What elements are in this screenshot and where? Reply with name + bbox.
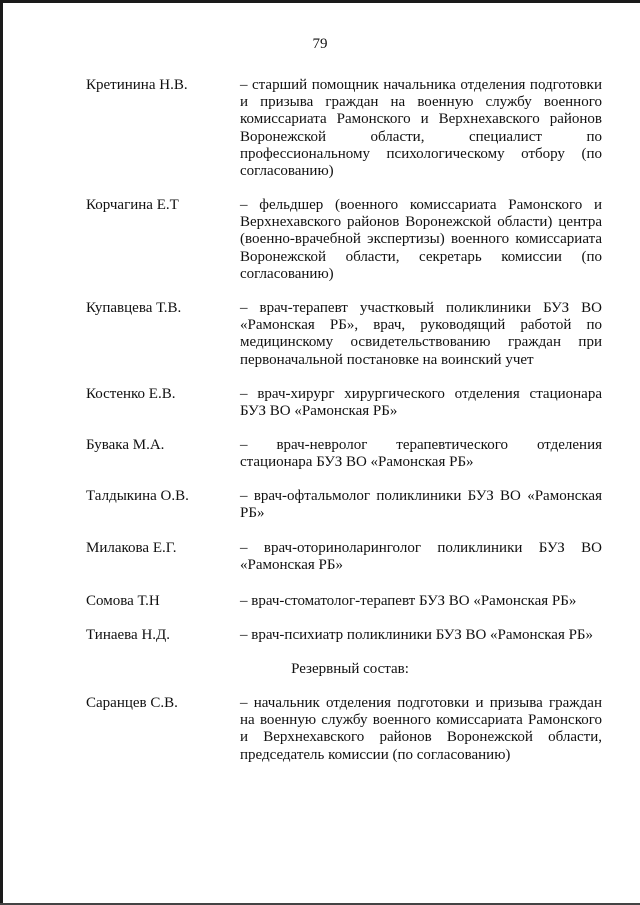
scan-edge-top [0,0,640,3]
member-name: Талдыкина О.В. [86,488,189,504]
member-description: – врач-психиатр поликлиники БУЗ ВО «Рамонская РБ» [240,627,594,643]
reserve-heading: Резервный состав: [291,661,409,677]
member-description: – начальник отделения подготовки и призыва граждан на военную службу военного комиссариата Рамонского и Верхнехавского районов Воронежской области, председатель комиссии (по согласованию) [240,695,602,763]
member-name: Костенко Е.В. [86,386,176,402]
member-name: Тинаева Н.Д. [86,627,171,643]
member-name: Купавцева Т.В. [86,300,182,316]
member-description: – фельдшер (военного комиссариата Рамонского и Верхнехавского районов Воронежской области) центра (военно-врачебной экспертизы) военного комиссариата Воронежской области, секретарь комиссии (по согласованию) [240,197,602,282]
scan-edge-left [0,0,3,905]
member-description: – врач-оториноларинголог поликлиники БУЗ ВО «Рамонская РБ» [240,540,602,574]
member-description: – врач-офтальмолог поликлиники БУЗ ВО «Рамонская РБ» [240,488,602,522]
member-description: – врач-хирург хирургического отделения стационара БУЗ ВО «Рамонская РБ» [240,386,602,420]
member-name: Кретинина Н.В. [86,77,188,93]
member-name: Бувака М.А. [86,437,165,453]
member-name: Корчагина Е.Т [86,197,179,213]
member-description: – врач-невролог терапевтического отделения стационара БУЗ ВО «Рамонская РБ» [240,437,602,471]
member-name: Милакова Е.Г. [86,540,177,556]
member-description: – врач-стоматолог-терапевт БУЗ ВО «Рамонская РБ» [240,593,577,609]
member-name: Саранцев С.В. [86,695,178,711]
page-number: 79 [312,36,328,52]
member-description: – старший помощник начальника отделения подготовки и призыва граждан на военную службу военного комиссариата Рамонского и Верхнехавского районов Воронежской области, специалист по профессиональному психологическому отбору (по согласованию) [240,77,602,180]
member-name: Сомова Т.Н [86,593,160,609]
member-description: – врач-терапевт участковый поликлиники БУЗ ВО «Рамонская РБ», врач, руководящий работой по медицинскому освидетельствованию граждан при первоначальной постановке на воинский учет [240,300,602,368]
